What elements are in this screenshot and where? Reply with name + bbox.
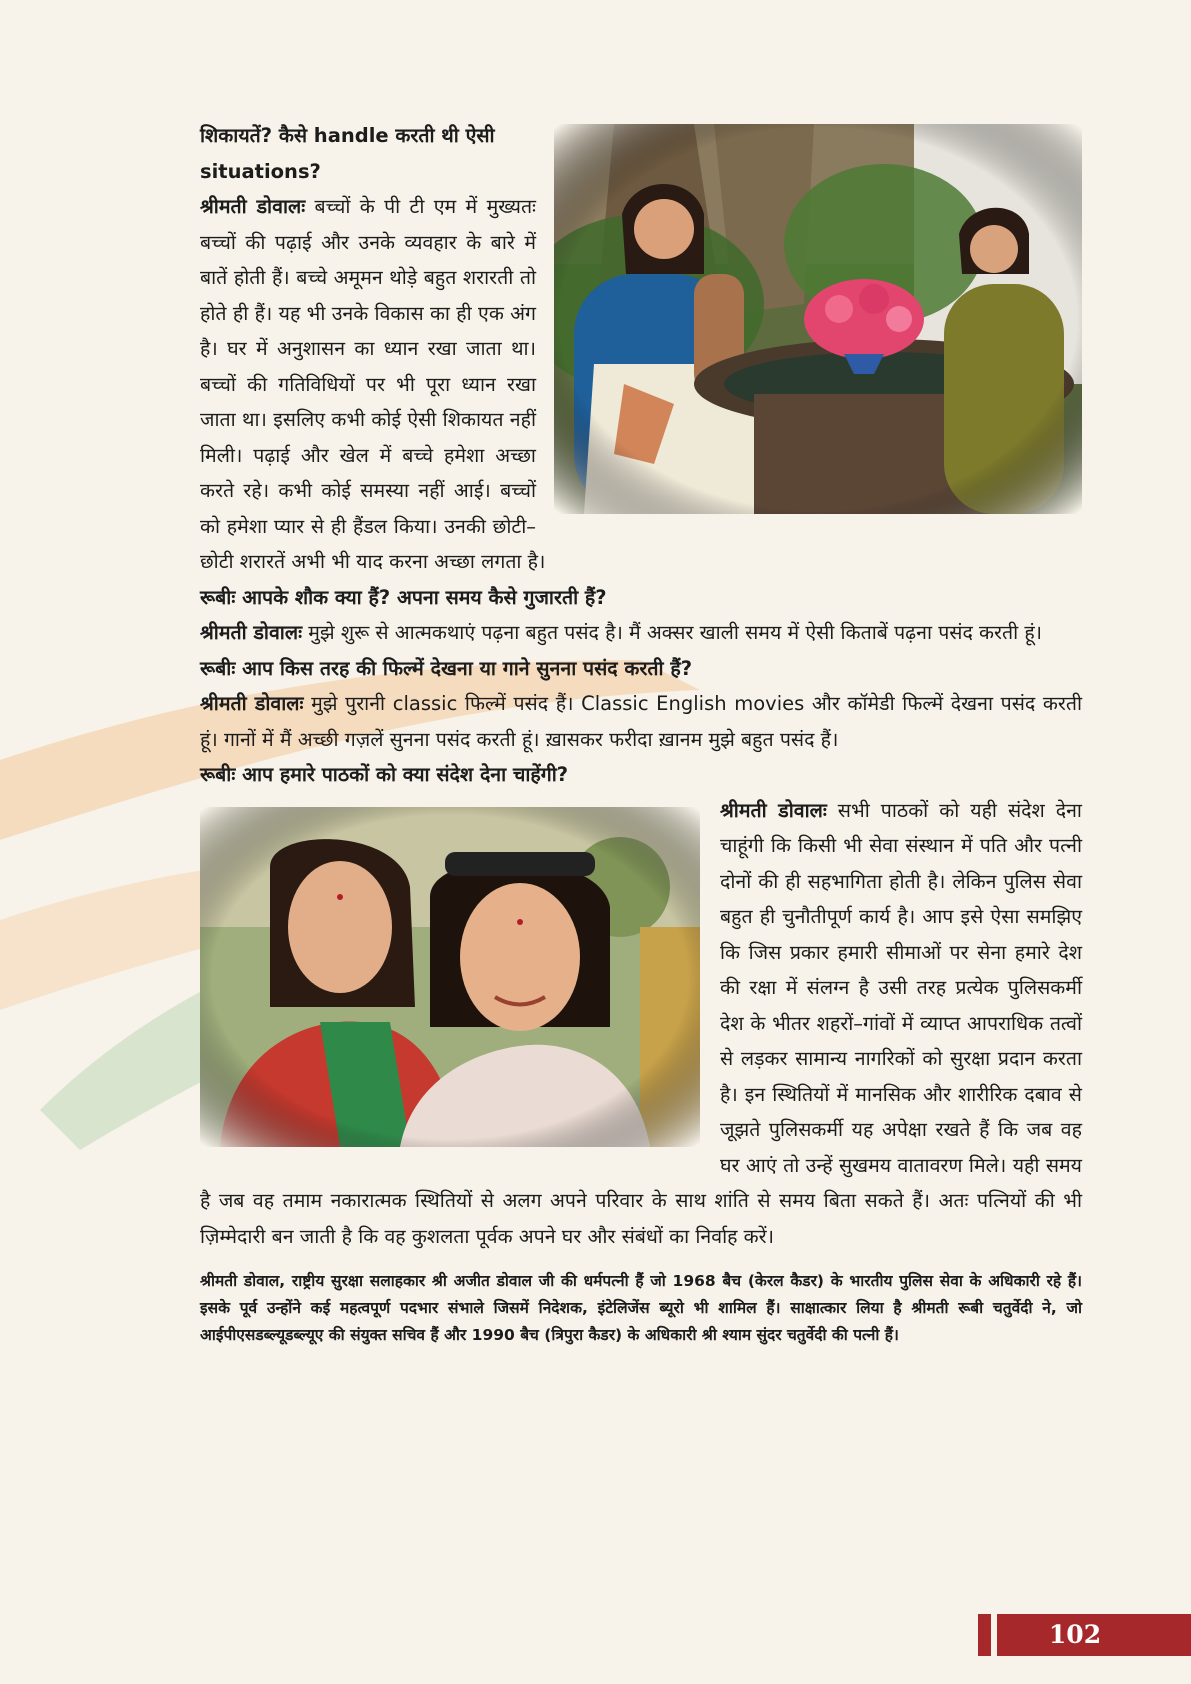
question-2	[200, 580, 1082, 616]
speaker-label: रूबीः	[200, 656, 236, 680]
answer-3	[200, 686, 1082, 757]
speaker-label: श्रीमती डोवालः	[200, 692, 304, 715]
answer-3-text: मुझे पुरानी classic फिल्में पसंद हैं। Classic English movies और कॉमेडी फिल्में देखना पसंद करती हूं। गानों में मैं अच्छी गज़लें सुनना पसंद करती हूं। ख़ासकर फरीदा ख़ानम मुझे बहुत पसंद हैं।	[200, 692, 1082, 751]
speaker-label: श्रीमती डोवालः	[200, 195, 306, 218]
question-3-text: आप किस तरह की फिल्में देखना या गाने सुनना पसंद करती हैं?	[235, 656, 693, 680]
answer-4-text: सभी पाठकों को यही संदेश देना चाहूंगी कि किसी भी सेवा संस्थान में पति और पत्नी दोनों की ही सहभागिता होती है। लेकिन पुलिस सेवा बहुत ही चुनौतीपूर्ण कार्य है। आप इसे ऐसा समझिए कि जिस प्रकार हमारी सीमाओं पर सेना हमारे देश की रक्षा में संलग्न है उसी तरह प्रत्येक पुलिसकर्मी देश के भीतर शहरों–गांवों में व्याप्त आपराधिक तत्वों से लड़कर सामान्य नागरिकों को सुरक्षा प्रदान करता है। इन स्थितियों में मानसिक और शारीरिक दबाव से जूझते पुलिसकर्मी यह अपेक्षा रखते हैं कि जब वह घर आएं तो उन्हें सुखमय वातावरण मिले। यही समय है जब वह तमाम नकारात्मक स्थितियों से अलग अपने परिवार के साथ शांति से समय बिता सकते हैं। अतः पत्नियों की भी ज़िम्मेदारी बन जाती है कि वह कुशलता पूर्वक अपने घर और संबंधों का निर्वाह करें।	[200, 798, 1082, 1248]
speaker-label: श्रीमती डोवालः	[200, 621, 303, 644]
answer-1-text: बच्चों के पी टी एम में मुख्यतः बच्चों की पढ़ाई और उनके व्यवहार के बारे में बातें होती हैं। बच्चे अमूमन थोड़े बहुत शरारती तो होते ही हैं। यह भी उनके विकास का ही एक अंग है। घर में अनुशासन का ध्यान रखा जाता था। बच्चों की गतिविधियों पर भी पूरा ध्यान रखा जाता था। इसलिए कभी कोई ऐसी शिकायत नहीं मिली। पढ़ाई और खेल में बच्चे हमेशा अच्छा करते रहे। कभी कोई समस्या नहीं आई। बच्चों को हमेशा प्यार से ही हैंडल किया। उनकी छोटी–छोटी शरारतें अभी भी याद करना अच्छा लगता है।	[200, 195, 546, 573]
photo-two-women-portrait	[200, 807, 700, 1147]
speaker-label: श्रीमती डोवालः	[720, 798, 827, 822]
photo-interview-seated	[554, 124, 1082, 514]
question-2-text: आपके शौक क्या हैं? अपना समय कैसे गुजारती हैं?	[235, 585, 607, 609]
page-number: 102	[1048, 1620, 1102, 1649]
question-3	[200, 651, 1082, 687]
answer-2	[200, 615, 1082, 651]
speaker-label: रूबीः	[200, 763, 236, 786]
answer-2-text: मुझे शुरू से आत्मकथाएं पढ़ना बहुत पसंद है। मैं अक्सर खाली समय में ऐसी किताबें पढ़ना पसंद करती हूं।	[302, 621, 1043, 644]
question-4-text: आप हमारे पाठकों को क्या संदेश देना चाहेंगी?	[235, 763, 569, 786]
question-1-ending: शिकायतें? कैसे handle करती थी ऐसी situations?	[200, 124, 495, 183]
question-4	[200, 757, 1082, 793]
speaker-label: रूबीः	[200, 585, 236, 609]
author-bio: श्रीमती डोवाल, राष्ट्रीय सुरक्षा सलाहकार श्री अजीत डोवाल जी की धर्मपत्नी हैं जो 1968 बैच (केरल कैडर) के भारतीय पुलिस सेवा के अधिकारी रहे हैं। इसके पूर्व उन्होंने कई महत्वपूर्ण पदभार संभाले जिसमें निदेशक, इंटेलिजेंस ब्यूरो भी शामिल हैं। साक्षात्कार लिया है श्रीमती रूबी चतुर्वेदी ने, जो आईपीएसडब्ल्यूडब्ल्यूए की संयुक्त सचिव हैं और 1990 बैच (त्रिपुरा कैडर) के अधिकारी श्री श्याम सुंदर चतुर्वेदी की पत्नी हैं।	[200, 1272, 1082, 1344]
article-body	[200, 118, 1082, 1349]
page-number-bar-divider	[991, 1614, 997, 1656]
